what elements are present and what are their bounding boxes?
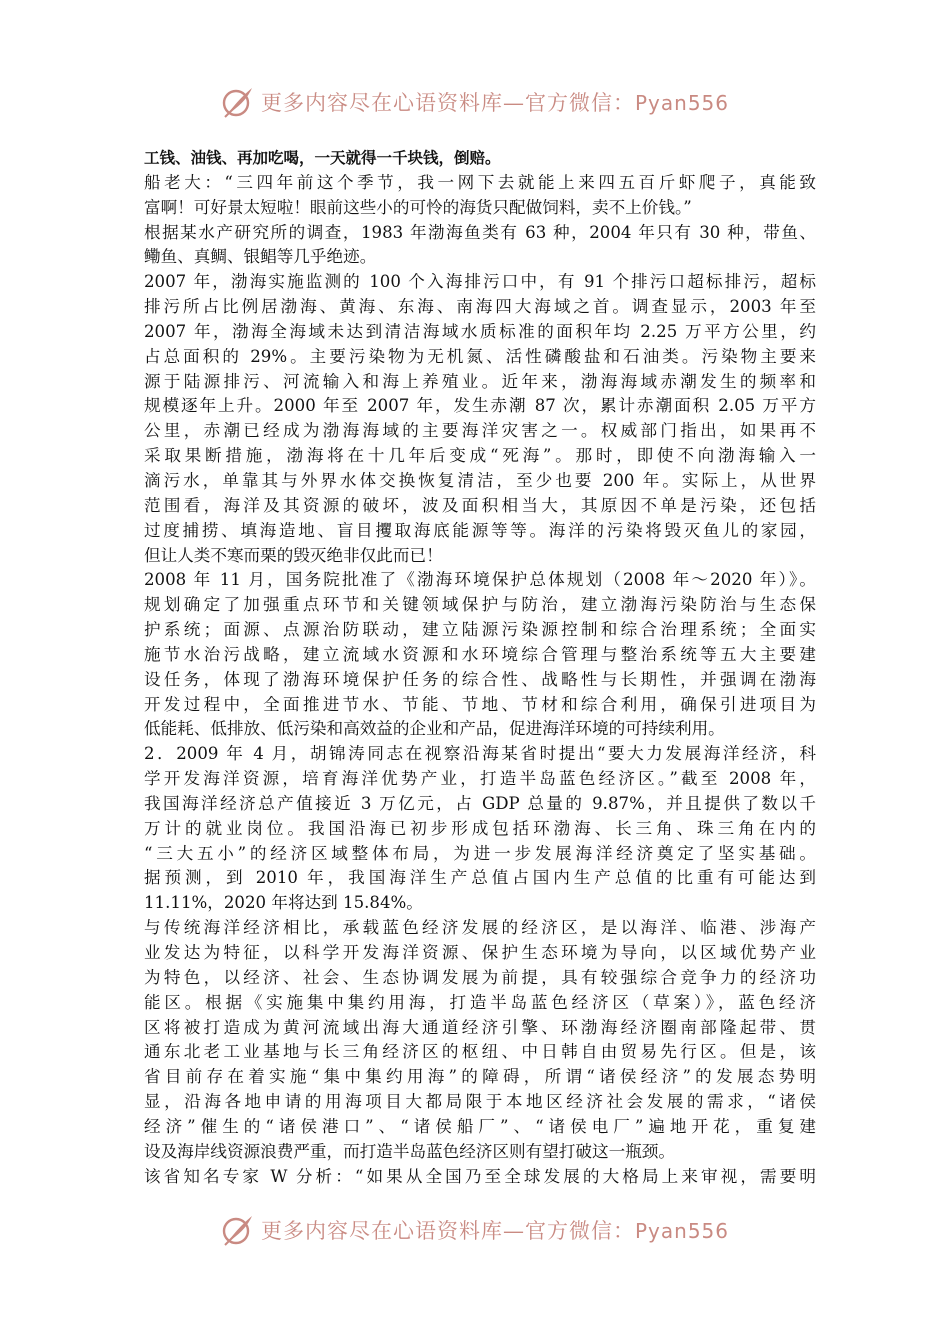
- header-wechat-id: Pyan556: [634, 91, 729, 115]
- text-line: 能区。根据《实施集中集约用海，打造半岛蓝色经济区（草案）》，蓝色经济: [144, 992, 816, 1012]
- text-line: 学开发海洋资源，培育海洋优势产业，打造半岛蓝色经济区。”截至 2008 年，: [144, 769, 816, 789]
- text-line: 设及海岸线资源浪费严重，而打造半岛蓝色经济区则有望打破这一瓶颈。: [144, 1141, 675, 1161]
- text-line: 2．2009 年 4 月，胡锦涛同志在视察沿海某省时提出“要大力发展海洋经济，科: [144, 744, 816, 764]
- text-line: 鳓鱼、真鲷、银鲳等几乎绝迹。: [144, 247, 377, 267]
- footer-banner-text: 更多内容尽在心语资料库—官方微信：Pyan556: [260, 1219, 729, 1243]
- footer-banner: [0, 1210, 950, 1250]
- text-line: 通东北老工业基地与长三角经济区的枢纽、中日韩自由贸易先行区。但是，该: [144, 1042, 816, 1062]
- footer-wechat-id: Pyan556: [634, 1219, 729, 1243]
- header-banner: [0, 82, 950, 122]
- text-line: 2007 年，渤海全海域未达到清洁海域水质标准的面积年均 2.25 万平方公里，约: [144, 321, 816, 341]
- text-line: 经济”催生的“诸侯港口”、“诸侯船厂”、“诸侯电厂”遍地开花，重复建: [144, 1116, 816, 1136]
- quill-logo-icon: [221, 85, 255, 119]
- text-line: 源于陆源排污、河流输入和海上养殖业。近年来，渤海海域赤潮发生的频率和: [144, 371, 816, 391]
- text-line: 护系统；面源、点源治防联动，建立陆源污染源控制和综合治理系统；全面实: [144, 620, 816, 640]
- text-line: 规划确定了加强重点环节和关键领域保护与防治，建立渤海污染防治与生态保: [144, 595, 816, 615]
- text-line: 2007 年，渤海实施监测的 100 个入海排污口中，有 91 个排污口超标排污，超标: [144, 272, 816, 292]
- text-line: 2008 年 11 月，国务院批准了《渤海环境保护总体规划（2008 年～2020 年）》。: [144, 570, 816, 590]
- text-line: 但让人类不寒而栗的毁灭绝非仅此而已！: [144, 545, 443, 565]
- text-line: 为特色，以经济、社会、生态协调发展为前提，具有较强综合竞争力的经济功: [144, 967, 816, 987]
- text-line: 采取果断措施，渤海将在十几年后变成“死海”。那时，即使不向渤海输入一: [144, 446, 816, 466]
- text-line: 富啊！可好景太短啦！眼前这些小的可怜的海货只配做饲料，卖不上价钱。”: [144, 197, 692, 217]
- text-line: 设任务，体现了渤海环境保护任务的综合性、战略性与长期性，并强调在渤海: [144, 669, 816, 689]
- text-line: 过度捕捞、填海造地、盲目攫取海底能源等等。海洋的污染将毁灭鱼儿的家园，: [144, 520, 816, 540]
- text-line: 船老大：“三四年前这个季节，我一网下去就能上来四五百斤虾爬子，真能致: [144, 172, 816, 192]
- text-line: “三大五小”的经济区域整体布局，为进一步发展海洋经济奠定了坚实基础。: [144, 843, 816, 863]
- text-line: 低能耗、低排放、低污染和高效益的企业和产品，促进海洋环境的可持续利用。: [144, 719, 725, 739]
- text-line: 规模逐年上升。2000 年至 2007 年，发生赤潮 87 次，累计赤潮面积 2.05 万平方: [144, 396, 816, 416]
- text-line: 与传统海洋经济相比，承载蓝色经济发展的经济区，是以海洋、临港、涉海产: [144, 918, 816, 938]
- text-line: 开发过程中，全面推进节水、节能、节地、节材和综合利用，确保引进项目为: [144, 694, 816, 714]
- text-line: 范围看，海洋及其资源的破坏，波及面积相当大，其原因不单是污染，还包括: [144, 495, 816, 515]
- text-line: 我国海洋经济总产值接近 3 万亿元，占 GDP 总量的 9.87%，并且提供了数以千: [144, 793, 816, 813]
- text-line: 该省知名专家 W 分析：“如果从全国乃至全球发展的大格局上来审视，需要明: [144, 1166, 816, 1186]
- text-line: 工钱、油钱、再加吃喝，一天就得一千块钱，倒赔。: [144, 149, 501, 167]
- text-line: 11.11%，2020 年将达到 15.84%。: [144, 893, 423, 913]
- text-line: 占总面积的 29%。主要污染物为无机氮、活性磷酸盐和石油类。污染物主要来: [144, 346, 816, 366]
- text-line: 排污所占比例居渤海、黄海、东海、南海四大海域之首。调查显示，2003 年至: [144, 297, 816, 317]
- text-line: 根据某水产研究所的调查，1983 年渤海鱼类有 63 种，2004 年只有 30 种，带鱼、: [144, 222, 816, 242]
- text-line: 显，沿海各地申请的用海项目大都局限于本地区经济社会发展的需求，“诸侯: [144, 1092, 816, 1112]
- text-line: 施节水治污战略，建立流域水资源和水环境综合管理与整治系统等五大主要建: [144, 644, 816, 664]
- text-line: 区将被打造成为黄河流域出海大通道经济引擎、环渤海经济圈南部隆起带、贯: [144, 1017, 816, 1037]
- text-line: 万计的就业岗位。我国沿海已初步形成包括环渤海、长三角、珠三角在内的: [144, 818, 816, 838]
- document-body: [144, 146, 816, 1189]
- quill-logo-icon: [221, 1213, 255, 1247]
- text-line: 据预测，到 2010 年，我国海洋生产总值占国内生产总值的比重有可能达到: [144, 868, 816, 888]
- text-line: 业发达为特征，以科学开发海洋资源、保护生态环境为导向，以区域优势产业: [144, 943, 816, 962]
- text-line: 公里，赤潮已经成为渤海海域的主要海洋灾害之一。权威部门指出，如果再不: [144, 421, 816, 441]
- text-line: 滴污水，单靠其与外界水体交换恢复清洁，至少也要 200 年。实际上，从世界: [144, 470, 816, 490]
- text-line: 省目前存在着实施“集中集约用海”的障碍，所谓“诸侯经济”的发展态势明: [144, 1067, 816, 1087]
- header-banner-text: 更多内容尽在心语资料库—官方微信：Pyan556: [260, 91, 729, 115]
